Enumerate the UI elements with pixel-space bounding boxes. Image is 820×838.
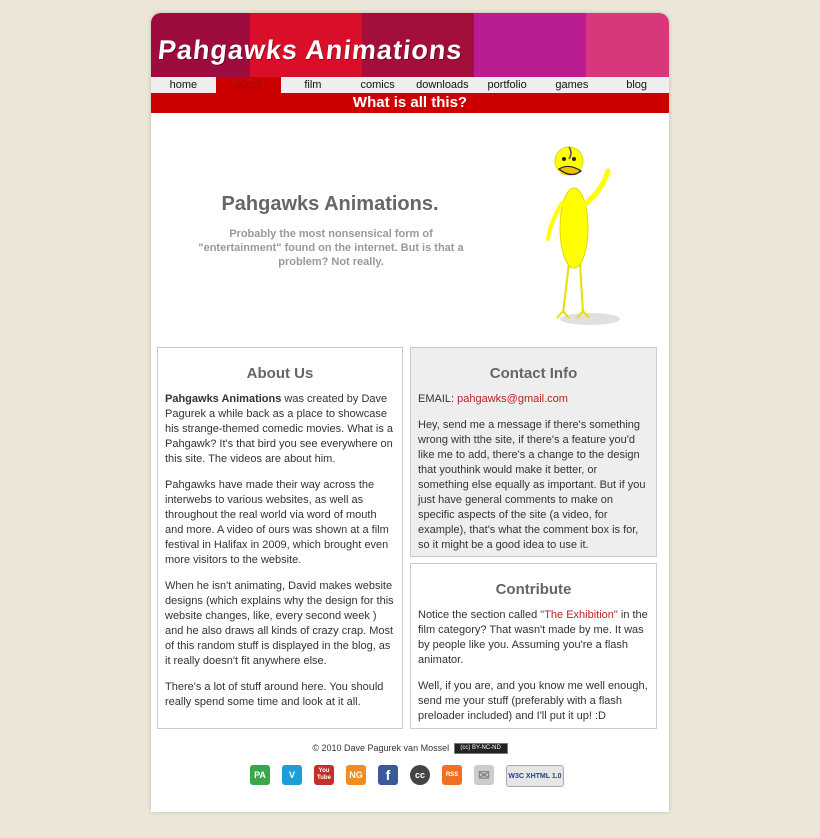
pahgawk-mascot-illustration (535, 143, 625, 328)
email-link[interactable]: pahgawks@gmail.com (457, 393, 568, 405)
nav-blog[interactable]: blog (626, 79, 648, 91)
banner-band (586, 13, 669, 77)
about-intro-text: was created by Dave Pagurek a while back as a place to showcase his strange-themed comedic movies. What is a Pahgawk? It's that bird you see everywhere on this site. The videos are about him. (165, 393, 394, 465)
nav-downloads[interactable]: downloads (416, 79, 469, 91)
contact-info-heading: Contact Info (489, 365, 578, 382)
contact-body: Hey, send me a message if there's something wrong with tthe site, if there's a feature you'd like me to add, there's a change to the design that youthink would make it better, or something else equally as important. But if you just have general comments to make on specific aspects of the site (a video, for example), that's what the comment box is for, so it might be a good idea to use it. (418, 419, 646, 551)
footer (151, 743, 669, 754)
facebook-icon[interactable]: f (378, 765, 398, 785)
nav-about[interactable]: about (216, 77, 281, 93)
contribute-text: in the film category? That wasn't made by me. It was by people like you. Assuming you're a flash animator. (418, 609, 648, 666)
contribute-text: Notice the section called (418, 609, 541, 621)
email-icon[interactable]: ✉ (474, 765, 494, 785)
about-paragraph: When he isn't animating, David makes website designs (which explains why the design for this website changes, like, every second week ) and he also draws all kinds of crazy crap. Most of this random stuff is displayed in the blog, as it really doesn't fit anywhere else. (165, 580, 394, 667)
main-nav (151, 77, 669, 93)
contribute-heading: Contribute (495, 581, 572, 598)
about-paragraph (165, 392, 395, 467)
exhibition-link[interactable]: "The Exhibition" (540, 609, 618, 621)
nav-home[interactable]: home (169, 79, 198, 91)
creative-commons-icon[interactable]: cc (410, 765, 430, 785)
social-icons (250, 765, 576, 787)
nav-portfolio[interactable]: portfolio (487, 79, 527, 91)
banner-band (474, 13, 586, 77)
page-container (151, 13, 669, 812)
rss-icon[interactable]: RSS (442, 765, 462, 785)
about-paragraph: There's a lot of stuff around here. You should really spend some time and look at it all. (165, 681, 384, 708)
about-us-heading: About Us (246, 365, 314, 382)
hero-subtitle: Probably the most nonsensical form of "entertainment" found on the internet. But is that a problem? Not really. (198, 228, 464, 268)
copyright-text: © 2010 Dave Pagurek van Mossel (312, 743, 450, 753)
about-paragraph: Pahgawks have made their way across the interwebs to various websites, as well as throughout the real world via word of mouth and more. A video of ours was shown at a film festival in Halifax in 2009, which brought even more visitors to the website. (165, 479, 389, 566)
contribute-paragraph (418, 608, 649, 668)
contact-info-panel (410, 347, 657, 557)
nav-film[interactable]: film (304, 79, 322, 91)
nav-comics[interactable]: comics (360, 79, 395, 91)
youtube-icon[interactable]: You Tube (314, 765, 334, 785)
w3c-xhtml-icon[interactable]: W3C XHTML 1.0 (506, 765, 564, 787)
page-title: What is all this? (151, 93, 669, 113)
about-site-name: Pahgawks Animations (165, 393, 282, 405)
cc-license-badge[interactable]: (cc) BY-NC-ND (454, 743, 508, 754)
about-us-panel (157, 347, 403, 729)
nav-games[interactable]: games (555, 79, 589, 91)
contact-email-line (418, 392, 649, 407)
site-logo[interactable]: Pahgawks Animations (156, 35, 465, 65)
contribute-paragraph: Well, if you are, and you know me well enough, send me your stuff (preferably with a flash preloader included) and I'll put it up! :D (418, 680, 648, 722)
newgrounds-icon[interactable]: NG (346, 765, 366, 785)
vimeo-icon[interactable]: V (282, 765, 302, 785)
pahgawks-icon[interactable]: PA (250, 765, 270, 785)
email-label: EMAIL: (418, 393, 458, 405)
hero-title: Pahgawks Animations. (221, 193, 439, 215)
contribute-panel (410, 563, 657, 729)
